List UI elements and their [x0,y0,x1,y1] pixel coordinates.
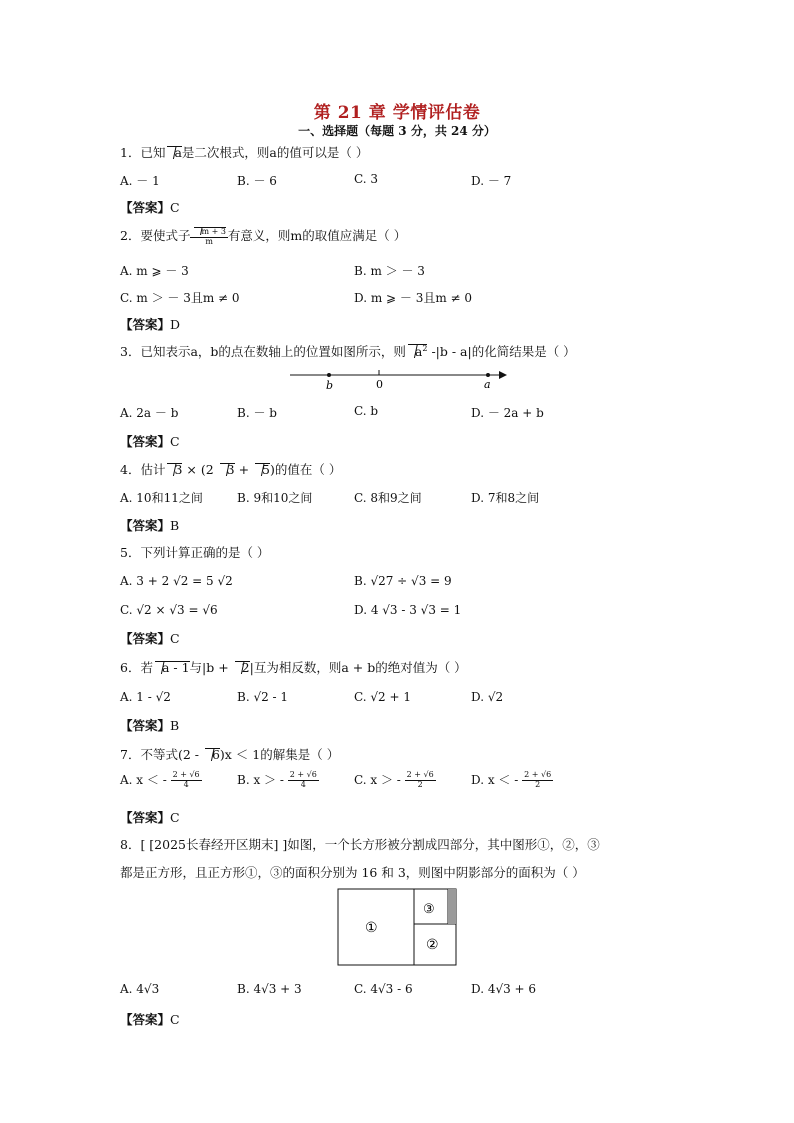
figure-label-1: ① [365,920,378,936]
shaded-region [448,889,456,924]
axis-label-zero: 0 [376,378,383,391]
question-2-option-d: D. m ⩾ － 3且m ≠ 0 [354,291,473,305]
question-6-option-b: B. √2 - 1 [237,690,289,704]
question-6-option-d: D. √2 [471,690,504,704]
question-6-answer: 【答案】B [120,718,180,733]
question-1-option-d: D. － 7 [471,174,512,188]
question-2-option-c: C. m ＞ － 3且m ≠ 0 [120,291,240,305]
question-2-stem: 2．要使式子 $\frac{m + 3}{m}$ 有意义，则m的取值应满足（ ） [120,226,407,246]
question-5-option-b: B. √27 ÷ √3 = 9 [354,574,452,588]
axis-label-a: a [484,378,491,391]
question-1-stem: 1．已知 a是二次根式，则a的值可以是（ ） [120,145,369,160]
question-7-stem: 7．不等式(2 - 6)x ＜ 1的解集是（ ） [120,747,340,762]
question-7-option-c: C. x ＞ - $\frac{2 + √6}{2}$ [354,770,434,789]
question-6-option-c: C. √2 + 1 [354,690,411,704]
question-8-option-d: D. 4√3 + 6 [471,982,537,996]
question-7-option-d: D. x ＜ - $\frac{2 + √6}{2}$ [471,770,552,789]
question-1-option-c: C. 3 [354,172,379,186]
number-line-figure [285,366,510,394]
question-8-stem-line2: 都是正方形，且正方形①，③的面积分别为 16 和 3，则图中阴影部分的面积为（ ） [120,865,585,880]
question-3-option-d: D. － 2a + b [471,406,544,420]
question-5-option-d: D. 4 √3 - 3 √3 = 1 [354,603,462,617]
question-4-option-a: A. 10和11之间 [120,491,203,505]
question-4-answer: 【答案】B [120,518,180,533]
page-title: 第 21 章 学情评估卷 [313,103,481,123]
question-4-stem: 4．估计 3 × (2 3 + 5)的值在（ ） [120,462,342,477]
question-8-option-b: B. 4√3 + 3 [237,982,302,996]
question-6-option-a: A. 1 - √2 [120,690,171,704]
rectangle-squares-figure [337,888,459,968]
question-5-option-a: A. 3 + 2 √2 = 5 √2 [120,574,233,588]
question-3-option-b: B. － b [237,406,277,420]
question-6-stem: 6．若 a - 1与|b + 2|互为相反数，则a + b的绝对值为（ ） [120,660,467,675]
question-4-option-b: B. 9和10之间 [237,491,313,505]
section-heading: 一、选择题（每题 3 分，共 24 分） [298,124,496,138]
question-1-option-a: A. － 1 [120,174,160,188]
sqrt-expr: $a^2$ [408,344,428,359]
question-8-option-c: C. 4√3 - 6 [354,982,413,996]
question-8-answer: 【答案】C [120,1012,180,1027]
question-5-answer: 【答案】C [120,631,180,646]
question-5-option-c: C. √2 × √3 = √6 [120,603,218,617]
question-3-stem: 3．已知表示a，b的点在数轴上的位置如图所示，则 $a^2$ -|b - a|的化简结果是（ ） [120,343,576,359]
question-4-option-d: D. 7和8之间 [471,491,540,505]
axis-label-b: b [326,379,334,392]
question-2-option-b: B. m ＞ － 3 [354,264,425,278]
question-3-option-c: C. b [354,404,379,418]
question-3-option-a: A. 2a － b [120,406,179,420]
question-8-option-a: A. 4√3 [120,982,160,996]
question-2-option-a: A. m ⩾ － 3 [120,264,189,278]
sqrt-expr: a [167,146,181,160]
question-2-answer: 【答案】D [120,317,181,332]
question-5-stem: 5．下列计算正确的是（ ） [120,545,270,560]
question-7-option-b: B. x ＞ - $\frac{2 + √6}{4}$ [237,770,317,789]
question-7-option-a: A. x ＜ - $\frac{2 + √6}{4}$ [120,770,200,789]
question-3-answer: 【答案】C [120,434,180,449]
question-1-answer: 【答案】C [120,200,180,215]
question-7-answer: 【答案】C [120,810,180,825]
figure-label-3: ③ [423,902,435,917]
question-8-stem-line1: 8．[ [2025长春经开区期末] ]如图，一个长方形被分割成四部分，其中图形①，②，③ [120,837,600,852]
question-4-option-c: C. 8和9之间 [354,491,422,505]
question-1-option-b: B. － 6 [237,174,277,188]
figure-label-2: ② [426,937,439,953]
fraction-expr: $\frac{m + 3}{m}$ [190,227,227,247]
